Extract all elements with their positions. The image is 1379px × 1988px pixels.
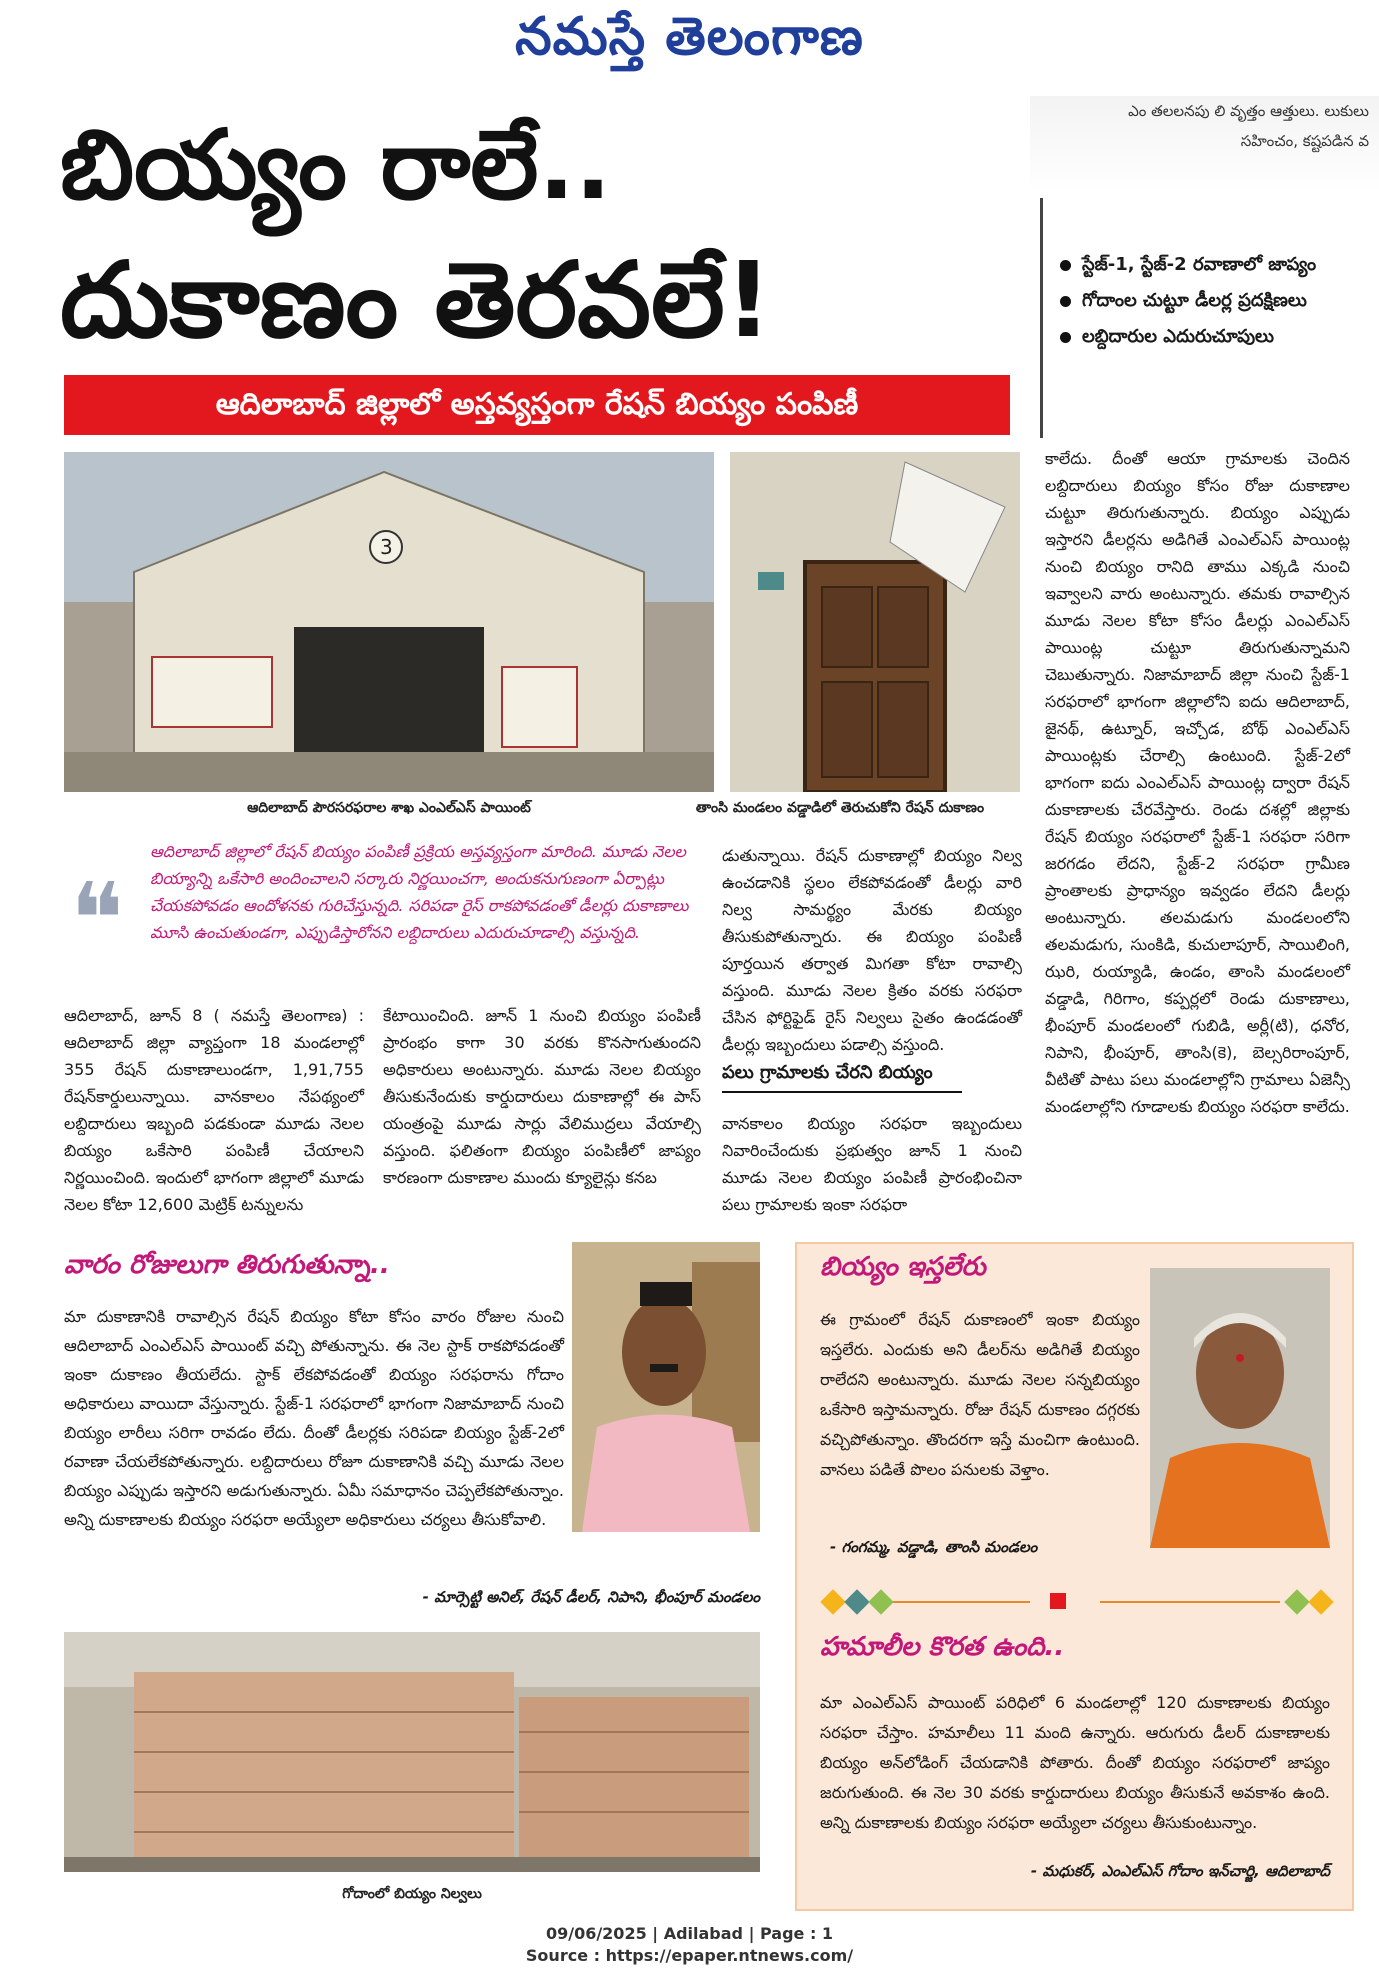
footer-source: Source : https://epaper.ntnews.com/ bbox=[525, 1946, 854, 1965]
beneficiary-quote-title: బియ్యం ఇస్తలేరు bbox=[820, 1252, 986, 1282]
quote-mark-icon: ❝ bbox=[70, 861, 124, 978]
headline-line-2: దుకాణం తెరవలే! bbox=[60, 239, 773, 361]
masthead-logo: నమస్తే తెలంగాణ bbox=[515, 6, 864, 67]
footer-date-edition: 09/06/2025 | Adilabad | Page : 1 bbox=[545, 1924, 834, 1943]
diamond-icon bbox=[1284, 1589, 1309, 1614]
diamond-icon bbox=[1308, 1589, 1333, 1614]
rice-stock-photo bbox=[64, 1632, 760, 1872]
body-column-2: కేటాయించింది. జూన్ 1 నుంచి బియ్యం పంపిణీ ప్రారంభం కాగా 30 వరకు కొనసాగుతుందని అధికారులు అంటున్నారు. మూడు నెలల బియ్యం తీసుకునేందుకు కార్డుదారులు దుకాణాల్లో ఈ పాస్ యంత్రంపై మూడు సార్లు వేలిముద్రలు వేయాల్సి వస్తుంది. ఫలితంగా బియ్యం పంపిణీలో జాప్యం కారణంగా దుకాణాల ముందు క్యూలైన్లు కనబ bbox=[383, 1006, 701, 1187]
dealer-portrait-photo bbox=[572, 1242, 760, 1532]
body-column-1: ఆదిలాబాద్, జూన్ 8 ( నమస్తే తెలంగాణ) : ఆదిలాబాద్ జిల్లా వ్యాప్తంగా 18 మండలాల్లో 355 రేషన్ దుకాణాలుండగా, 1,91,755 రేషన్‌కార్డులున్నాయి. వానకాలం నేపథ్యంలో లబ్దిదారులు ఇబ్బంది పడకుండా మూడు నెలల బియ్యం ఒకేసారి పంపిణీ చేయాలని నిర్ణయించింది. ఇందులో భాగంగా జిల్లాలో మూడు నెలల కోటా 12,600 మెట్రిక్ టన్నులను bbox=[64, 1006, 364, 1214]
beneficiary-portrait-photo bbox=[1150, 1268, 1330, 1548]
bullet-item: స్టేజ్-1, స్టేజ్-2 రవాణాలో జాప్యం bbox=[1060, 252, 1360, 278]
torn-text-line-2: సహించం, కష్టపడిన వ bbox=[1240, 132, 1369, 150]
warehouse-photo-caption: ఆదిలాబాద్ పౌరసరఫరాల శాఖ ఎంఎల్ఎస్ పాయింట్ bbox=[247, 800, 531, 816]
rice-sacks-illustration bbox=[64, 1632, 760, 1872]
vertical-divider bbox=[1040, 198, 1043, 438]
subheading-villages: పలు గ్రామాలకు చేరని బియ్యం bbox=[722, 1062, 962, 1093]
diamond-icon bbox=[820, 1589, 845, 1614]
dealer-signature: - మార్సెట్టి అనిల్, రేషన్ డీలర్, నిపాని, భీంపూర్ మండలం bbox=[422, 1588, 760, 1606]
ornament-line bbox=[1100, 1601, 1280, 1603]
ornament-divider bbox=[820, 1590, 1330, 1614]
ration-shop-illustration bbox=[730, 452, 1020, 792]
hamali-quote-text: మా ఎంఎల్ఎస్ పాయింట్ పరిధిలో 6 మండలాల్లో 120 దుకాణాలకు బియ్యం సరఫరా చేస్తాం. హమాలీలు 11 మంది ఉన్నారు. ఆరుగురు డీలర్ దుకాణాలకు బియ్యం అన్‌లోడింగ్ చేయడానికి పోతారు. దీంతో బియ్యం సరఫరాలో జాప్యం జరుగుతుంది. ఈ నెల 30 వరకు కార్డుదారులు బియ్యం తీసుకునే అవకాశం ఉంది. అన్ని దుకాణాలకు బియ్యం సరఫరా అయ్యేలా చర్యలు తీసుకుంటున్నాం. bbox=[820, 1693, 1330, 1832]
bullet-item: గోదాంల చుట్టూ డీలర్ల ప్రదక్షిణలు bbox=[1060, 288, 1360, 314]
torn-paper-clip bbox=[1030, 96, 1379, 192]
hamali-signature: - మధుకర్, ఎంఎల్ఎస్ గోదాం ఇన్‌చార్జి, ఆదిలాబాద్ bbox=[1030, 1862, 1330, 1880]
body-column-3-top: డుతున్నాయి. రేషన్ దుకాణాల్లో బియ్యం నిల్వ ఉంచడానికి స్థలం లేకపోవడంతో డీలర్లు వారి నిల్వ సామర్థ్యం మేరకు బియ్యం తీసుకుపోతున్నారు. ఈ బియ్యం పంపిణీ పూర్తయిన తర్వాత మిగతా కోటా రావాల్సి వస్తుంది. మూడు నెలల క్రితం వరకు సరఫరా చేసిన ఫోర్టిఫైడ్ రైస్ నిల్వలు సైతం ఉండడంతో డీలర్లు ఇబ్బందులు పడాల్సి వస్తుంది. bbox=[722, 846, 1022, 1054]
body-column-4: కాలేదు. దీంతో ఆయా గ్రామాలకు చెందిన లబ్దిదారులు బియ్యం కోసం రోజు దుకాణాల చుట్టూ తిరుగుతున్నారు. బియ్యం ఎప్పుడు ఇస్తారని డీలర్లను అడిగితే ఎంఎల్ఎస్ పాయింట్ల నుంచి బియ్యం రానిది తాము ఎక్కడి నుంచి ఇవ్వాలని వారు అంటున్నారు. తమకు రావాల్సిన మూడు నెలల కోటా కోసం డీలర్లు ఎంఎల్ఎస్ పాయింట్ల చుట్టూ తిరుగుతున్నామని చెబుతున్నారు. నిజామాబాద్ జిల్లా నుంచి స్టేజ్-1 సరఫరాలో భాగంగా జిల్లాలోని ఐదు ఆదిలాబాద్, జైనథ్, ఉట్నూర్, ఇచ్చోడ, బోథ్ ఎంఎల్ఎస్ పాయింట్లకు చేరాల్సి ఉంటుంది. స్టేజ్-2లో భాగంగా ఐదు ఎంఎల్ఎస్ పాయింట్ల ద్వారా రేషన్ దుకాణాలకు చేరవేస్తారు. రెండు దశల్లో జిల్లాకు రేషన్ బియ్యం సరఫరాలో స్టేజ్-1 సరఫరా సరిగా జరగడం లేదని, స్టేజ్-2 సరఫరా గ్రామీణ ప్రాంతాలకు ప్రాధాన్యం ఇవ్వడం లేదని డీలర్లు అంటున్నారు. తలమడుగు మండలంలోని తలమడుగు, సుంకిడి, కుచులాపూర్, సాయిలింగి, ఝరి, రుయ్యాడి, ఉండం, తాంసి మండలంలో వడ్డాడి, గిరిగాం, కప్పర్లలో రెండు దుకాణాలు, భీంపూర్ మండలంలో గుబిడి, అర్లీ(టి), ధనోర, నిపాని, భీంపూర్, తాంసి(కె), బెల్సరిరాంపూర్, వీటితో పాటు పలు మండలాల్లోని గ్రామాలు ఏజెన్సీ మండలాల్లోని గూడాలకు బియ్యం సరఫరా కాలేదు. bbox=[1045, 449, 1350, 1116]
headline-line-1: బియ్యం రాలే.. bbox=[60, 109, 612, 221]
warehouse-illustration bbox=[64, 452, 714, 792]
diamond-icon bbox=[844, 1589, 869, 1614]
beneficiary-portrait-illustration bbox=[1150, 1268, 1330, 1548]
dealer-portrait-illustration bbox=[572, 1242, 760, 1532]
ration-shop-photo bbox=[730, 452, 1020, 792]
red-banner: ఆదిలాబాద్ జిల్లాలో అస్తవ్యస్తంగా రేషన్ బియ్యం పంపిణీ bbox=[64, 375, 1010, 435]
dealer-quote-title: వారం రోజులుగా తిరుగుతున్నా.. bbox=[64, 1250, 390, 1280]
bullet-list bbox=[1060, 252, 1360, 360]
beneficiary-signature: - గంగమ్మ, వడ్డాడి, తాంసి మండలం bbox=[830, 1538, 1038, 1556]
hamali-quote-title: హమాలీల కొరత ఉంది.. bbox=[820, 1632, 1065, 1662]
square-icon bbox=[1050, 1593, 1066, 1609]
warehouse-photo bbox=[64, 452, 714, 792]
intro-quote: ఆదిలాబాద్ జిల్లాలో రేషన్ బియ్యం పంపిణీ ప్రక్రియ అస్తవ్యస్తంగా మారింది. మూడు నెలల బియ్యాన్ని ఒకేసారి అందించాలని సర్కారు నిర్ణయించగా, అందుకనుగుణంగా ఏర్పాట్లు చేయకపోవడం ఆందోళనకు గురిచేస్తున్నది. సరిపడా రైస్ రాకపోవడంతో డీలర్లు దుకాణాలు మూసి ఉంచుతుండగా, ఎప్పుడిస్తారోనని లబ్దిదారులు ఎదురుచూడాల్సి వస్తున్నది. bbox=[150, 842, 689, 942]
dealer-quote-text: మా దుకాణానికి రావాల్సిన రేషన్ బియ్యం కోటా కోసం వారం రోజుల నుంచి ఆదిలాబాద్ ఎంఎల్ఎస్ పాయింట్ వచ్చి పోతున్నాను. ఈ నెల స్టాక్ రాకపోవడంతో ఇంకా దుకాణం తీయలేదు. స్టాక్ లేకపోవడంతో బియ్యం సరఫరాను గోదాం అధికారులు వాయిదా వేస్తున్నారు. స్టేజ్-1 సరఫరాలో భాగంగా నిజామాబాద్ నుంచి బియ్యం లారీలు సరిగా రావడం లేదు. దీంతో డీలర్లకు సరిపడా బియ్యం స్టేజ్-2లో రవాణా చేయలేకపోతున్నారు. లబ్దిదారులు రోజూ దుకాణానికి వచ్చి మూడు నెలల బియ్యం ఎప్పుడు ఇస్తారని అడుగుతున్నారు. ఏమీ సమాధానం చెప్పలేకపోతున్నాం. అన్ని దుకాణాలకు బియ్యం సరఫరా అయ్యేలా అధికారులు చర్యలు తీసుకోవాలి. bbox=[64, 1307, 564, 1529]
warehouse-number: 3 bbox=[380, 535, 393, 559]
beneficiary-quote-text: ఈ గ్రామంలో రేషన్ దుకాణంలో ఇంకా బియ్యం ఇస్తలేరు. ఎందుకు అని డీలర్‌ను అడిగితే బియ్యం రాలేదని అంటున్నారు. మూడు నెలల సన్నబియ్యం ఒకేసారి ఇస్తామన్నారు. రోజు రేషన్ దుకాణం దగ్గరకు వచ్చిపోతున్నాం. తొందరగా ఇస్తే మంచిగా ఉంటుంది. వానలు పడితే పొలం పనులకు వెళ్తాం. bbox=[820, 1310, 1140, 1479]
ornament-line bbox=[880, 1601, 1030, 1603]
bullet-item: లబ్దిదారుల ఎదురుచూపులు bbox=[1060, 324, 1360, 350]
body-column-3-bottom: వానకాలం బియ్యం సరఫరా ఇబ్బందులు నివారించేందుకు ప్రభుత్వం జూన్ 1 నుంచి మూడు నెలల బియ్యం పంపిణీ ప్రారంభించినా పలు గ్రామాలకు ఇంకా సరఫరా bbox=[722, 1114, 1022, 1214]
ration-shop-photo-caption: తాంసి మండలం వడ్డాడిలో తెరుచుకోని రేషన్ దుకాణం bbox=[695, 800, 985, 816]
torn-text-line-1: ఎం తలలనపు లి వృత్తం ఆత్తులు. లుకులు bbox=[1128, 102, 1369, 120]
rice-stock-photo-caption: గోదాంలో బియ్యం నిల్వలు bbox=[342, 1886, 482, 1902]
diamond-icon bbox=[868, 1589, 893, 1614]
